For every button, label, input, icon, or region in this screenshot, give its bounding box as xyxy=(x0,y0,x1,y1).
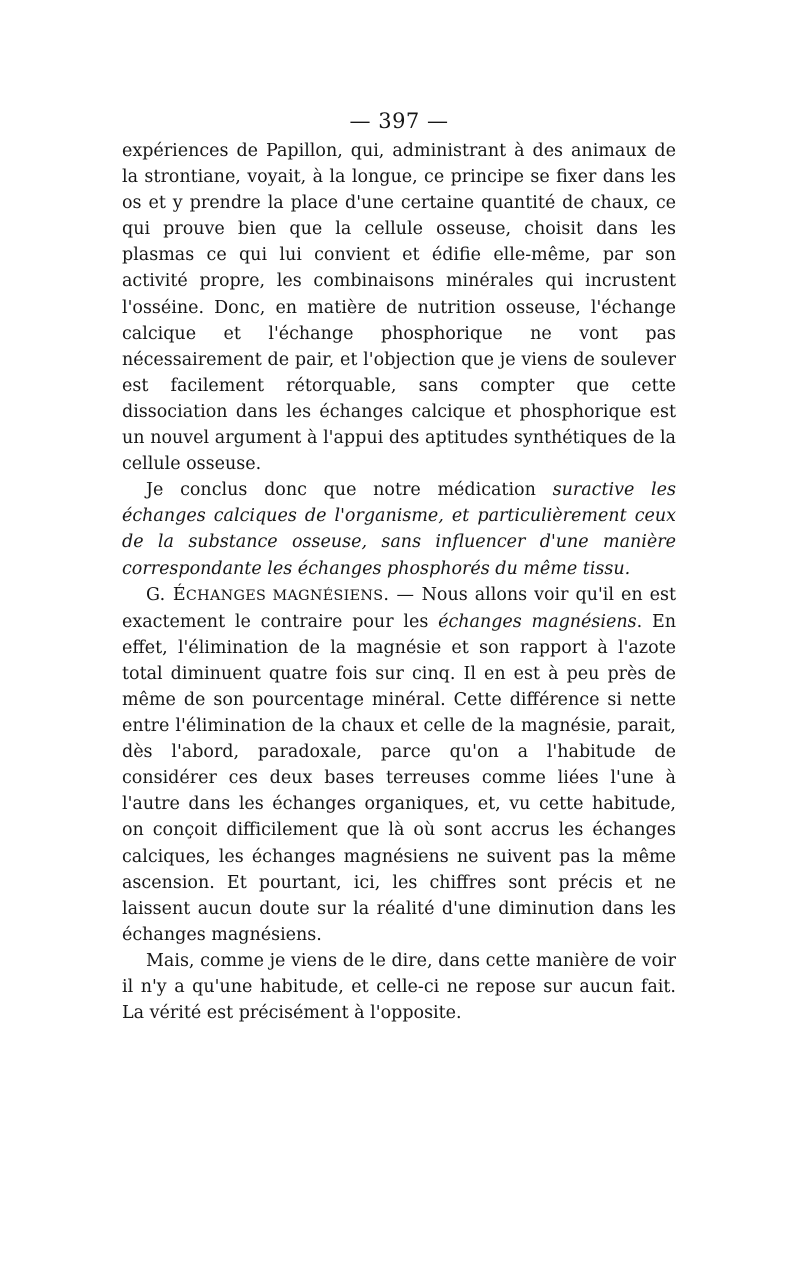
magnesiens-text-2: . En effet, l'élimination de la magnésie et son rapport à l'azote total diminuent quatre fois sur cinq. Il en est à peu près de même de son pourcentage minéral. Cette différence si nette entre l'élimination de la chaux et celle de la magnésie, parait, dès l'abord, paradoxale, parce qu'on a l'habitude de considérer ces deux bases terreuses comme liées l'une à l'autre dans les échanges organiques, et, vu cette habitude, on conçoit difficilement que là où sont accrus les échanges calciques, les échanges magnésiens ne suivent pas la même ascension. Et pourtant, ici, les chiffres sont précis et ne laissent aucun doute sur la réalité d'une diminution dans les échanges magnésiens. xyxy=(122,611,677,945)
section-heading-title: CHANGES MAGNÉSIENS xyxy=(185,587,384,604)
section-heading-g xyxy=(146,585,422,605)
section-heading-letter: G. É xyxy=(146,584,186,605)
paragraph-echanges-magnesiens xyxy=(122,582,676,948)
section-heading-dash: . — xyxy=(383,584,422,605)
paragraph-habitude: Mais, comme je viens de le dire, dans cette manière de voir il n'y a qu'une habitude, et celle-ci ne repose sur aucun fait. La vérité est précisément à l'opposite. xyxy=(122,950,676,1024)
book-page xyxy=(122,108,676,1026)
conclusion-italic-text: suractive les échanges calciques de l'organisme, et particulièrement ceux de la substance osseuse, sans influencer d'une manière correspondante les échanges phosphorés du même tissu. xyxy=(122,480,676,579)
paragraph-papillon: expériences de Papillon, qui, administrant à des animaux de la strontiane, voyait, à la longue, ce principe se fixer dans les os et y prendre la place d'une certaine quantité de chaux, ce qui prouve bien que la cellule osseuse, choisit dans les plasmas ce qui lui convient et édifie elle-même, par son activité propre, les combinaisons minérales qui incrustent l'osséine. Donc, en matière de nutrition osseuse, l'échange calcique et l'échange phosphorique ne vont pas nécessairement de pair, et l'objection que je viens de soulever est facilement rétorquable, sans compter que cette dissociation dans les échanges calcique et phosphorique est un nouvel argument à l'appui des aptitudes synthétiques de la cellule osseuse. xyxy=(122,141,676,475)
magnesiens-text-1: Nous allons voir qu'il en est exactement le contraire pour les xyxy=(122,584,677,632)
conclusion-lead-text: Je conclus donc que notre médication xyxy=(146,480,553,501)
page-number: — 397 — xyxy=(349,109,449,133)
magnesiens-italic-term: échanges magnésiens xyxy=(438,611,637,632)
paragraph-conclusion xyxy=(122,477,676,581)
